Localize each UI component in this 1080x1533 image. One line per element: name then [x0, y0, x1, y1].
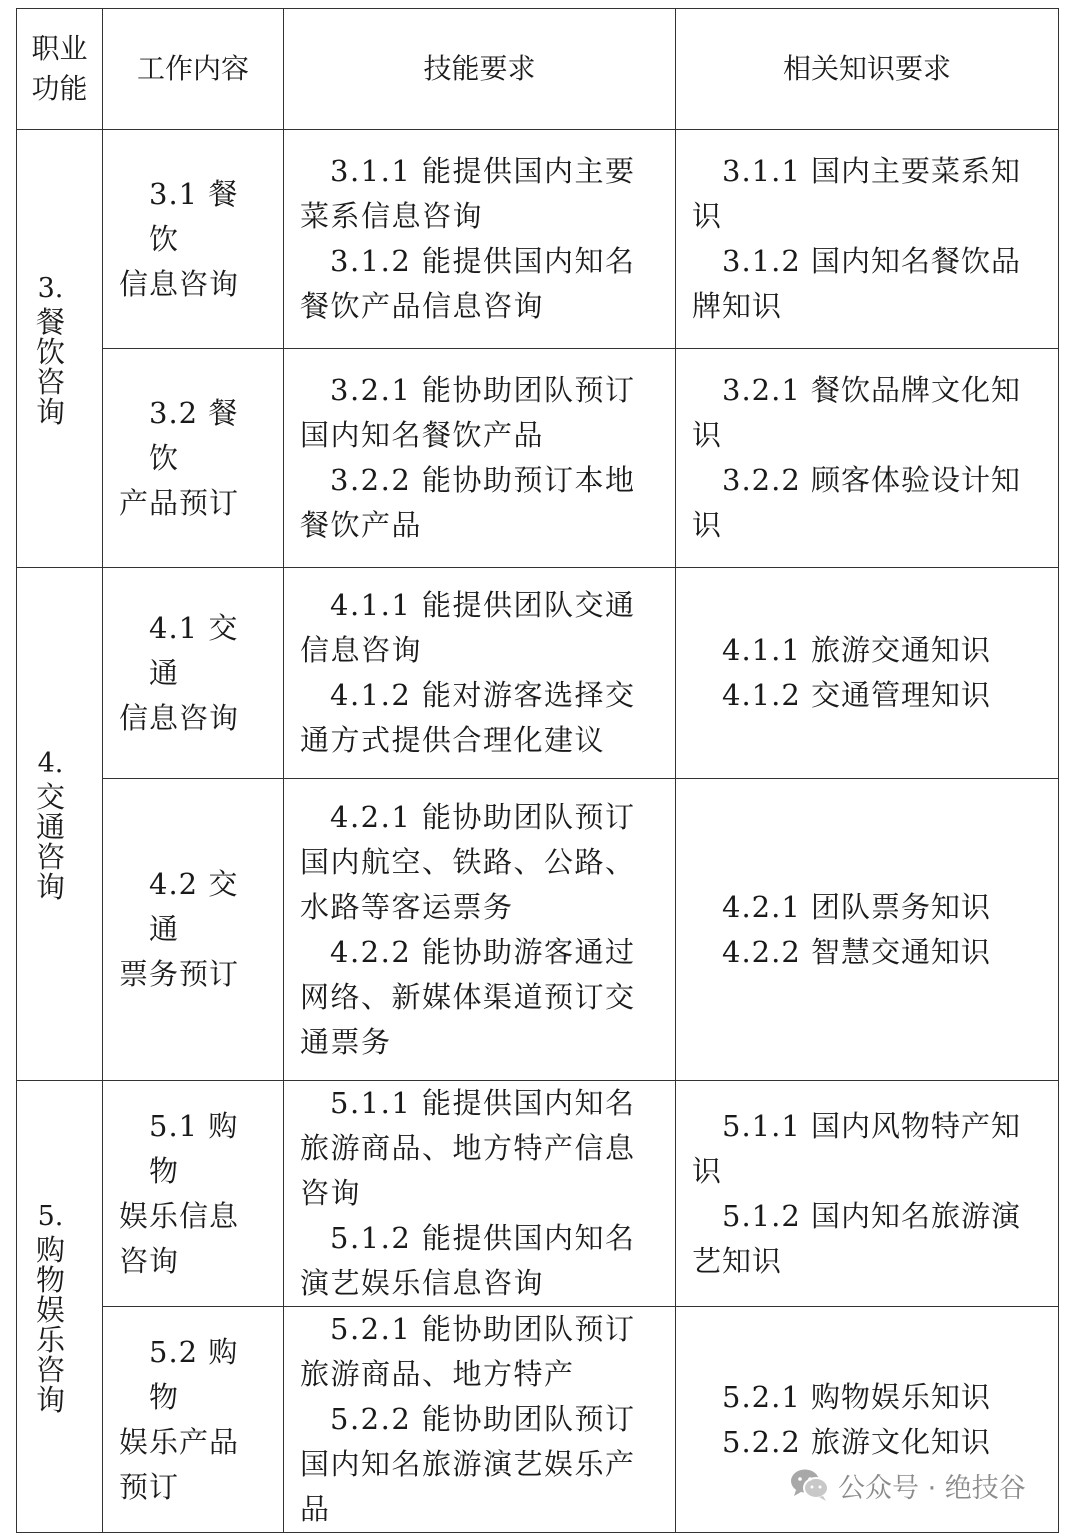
- work-content-title: 5.1 购物: [149, 1108, 239, 1188]
- function-char: 咨: [35, 1352, 65, 1387]
- wechat-icon: [790, 1468, 830, 1502]
- skill-item: 4.2.2 能协助游客通过网络、新媒体渠道预订交通票务: [300, 934, 636, 1059]
- work-content-title: 4.1 交通: [149, 610, 239, 690]
- header-knowledge-requirements: 相关知识要求: [676, 9, 1059, 130]
- skill-item: 3.2.1 能协助团队预订国内知名餐饮产品: [300, 373, 636, 452]
- function-number: 4.: [37, 748, 64, 779]
- work-content-title: 4.2 交通: [149, 867, 239, 946]
- knowledge-cell: [676, 130, 1059, 349]
- work-content-cell: [103, 568, 284, 779]
- table-row: [17, 779, 1059, 1081]
- work-content-cell: [103, 1081, 284, 1307]
- work-content-cell: [103, 349, 284, 568]
- knowledge-item: 3.1.2 国内知名餐饮品牌知识: [692, 244, 1022, 323]
- knowledge-item: 4.2.2 智慧交通知识: [722, 934, 992, 969]
- work-content-rest: 信息咨询: [119, 266, 240, 301]
- knowledge-cell: [676, 1081, 1059, 1307]
- function-char: 询: [35, 1382, 65, 1417]
- knowledge-item: 4.1.1 旅游交通知识: [722, 633, 992, 667]
- wechat-watermark: [790, 1466, 1026, 1504]
- function-number: 3.: [37, 272, 64, 304]
- skills-cell: [284, 1081, 676, 1307]
- work-content-title: 3.2 餐饮: [149, 395, 239, 475]
- header-work-content: 工作内容: [103, 9, 284, 130]
- occupational-standard-table: [16, 8, 1059, 1533]
- table-row: [17, 1081, 1059, 1307]
- knowledge-item: 5.2.1 购物娱乐知识: [722, 1379, 992, 1414]
- function-char: 乐: [35, 1322, 65, 1357]
- function-char: 饮: [35, 334, 65, 369]
- work-content-rest: 娱乐信息咨询: [119, 1198, 240, 1278]
- knowledge-item: 3.2.2 顾客体验设计知识: [692, 463, 1022, 542]
- skill-item: 3.2.2 能协助预订本地餐饮产品: [300, 463, 636, 542]
- skill-item: 3.1.1 能提供国内主要菜系信息咨询: [300, 154, 636, 233]
- work-content-cell: [103, 779, 284, 1081]
- work-content-title: 3.1 餐饮: [149, 176, 239, 256]
- function-cell-dining: [17, 130, 103, 568]
- watermark-text: 公众号 · 绝技谷: [838, 1472, 1026, 1504]
- skill-item: 4.2.1 能协助团队预订国内航空、铁路、公路、水路等客运票务: [300, 799, 636, 924]
- work-content-rest: 娱乐产品预订: [119, 1424, 240, 1504]
- table-header-row: [17, 9, 1059, 130]
- knowledge-item: 4.1.2 交通管理知识: [722, 678, 992, 712]
- function-char: 通: [35, 810, 65, 844]
- function-cell-shopping: [17, 1081, 103, 1533]
- skills-cell: [284, 779, 676, 1081]
- function-char: 购: [35, 1232, 65, 1267]
- knowledge-cell: [676, 779, 1059, 1081]
- function-cell-transport: [17, 568, 103, 1081]
- skills-cell: [284, 130, 676, 349]
- function-char: 咨: [35, 840, 65, 874]
- skill-item: 5.2.1 能协助团队预订旅游商品、地方特产: [300, 1312, 636, 1391]
- knowledge-item: 5.1.1 国内风物特产知识: [692, 1108, 1022, 1188]
- work-content-cell: [103, 1307, 284, 1533]
- function-char: 询: [35, 870, 65, 904]
- skill-item: 4.1.1 能提供团队交通信息咨询: [300, 588, 636, 667]
- knowledge-item: 3.1.1 国内主要菜系知识: [692, 154, 1022, 233]
- knowledge-item: 5.2.2 旅游文化知识: [722, 1424, 992, 1459]
- function-char: 交: [35, 780, 65, 814]
- skill-item: 4.1.2 能对游客选择交通方式提供合理化建议: [300, 678, 636, 757]
- work-content-rest: 信息咨询: [119, 700, 240, 735]
- function-number: 5.: [37, 1200, 64, 1232]
- header-function: [17, 9, 103, 130]
- skills-cell: [284, 1307, 676, 1533]
- knowledge-cell: [676, 568, 1059, 779]
- function-char: 询: [35, 394, 65, 429]
- header-function-line1: 职业: [31, 32, 88, 65]
- table-row: [17, 568, 1059, 779]
- header-function-line2: 功能: [31, 72, 88, 105]
- skill-item: 5.1.2 能提供国内知名演艺娱乐信息咨询: [300, 1221, 636, 1300]
- function-char: 餐: [35, 304, 65, 339]
- work-content-rest: 产品预订: [119, 485, 240, 520]
- knowledge-cell: [676, 349, 1059, 568]
- skills-cell: [284, 568, 676, 779]
- table-row: [17, 349, 1059, 568]
- work-content-cell: [103, 130, 284, 349]
- knowledge-item: 5.1.2 国内知名旅游演艺知识: [692, 1198, 1022, 1278]
- skill-item: 5.1.1 能提供国内知名旅游商品、地方特产信息咨询: [300, 1086, 636, 1210]
- skill-item: 5.2.2 能协助团队预订国内知名旅游演艺娱乐产品: [300, 1402, 636, 1526]
- header-skill-requirements: 技能要求: [284, 9, 676, 130]
- table-row: [17, 130, 1059, 349]
- function-char: 咨: [35, 364, 65, 399]
- knowledge-item: 4.2.1 团队票务知识: [722, 889, 992, 924]
- work-content-rest: 票务预订: [119, 957, 240, 991]
- work-content-title: 5.2 购物: [149, 1334, 239, 1414]
- knowledge-item: 3.2.1 餐饮品牌文化知识: [692, 373, 1022, 452]
- skill-item: 3.1.2 能提供国内知名餐饮产品信息咨询: [300, 244, 636, 323]
- function-char: 娱: [35, 1292, 65, 1327]
- function-char: 物: [35, 1262, 65, 1297]
- skills-cell: [284, 349, 676, 568]
